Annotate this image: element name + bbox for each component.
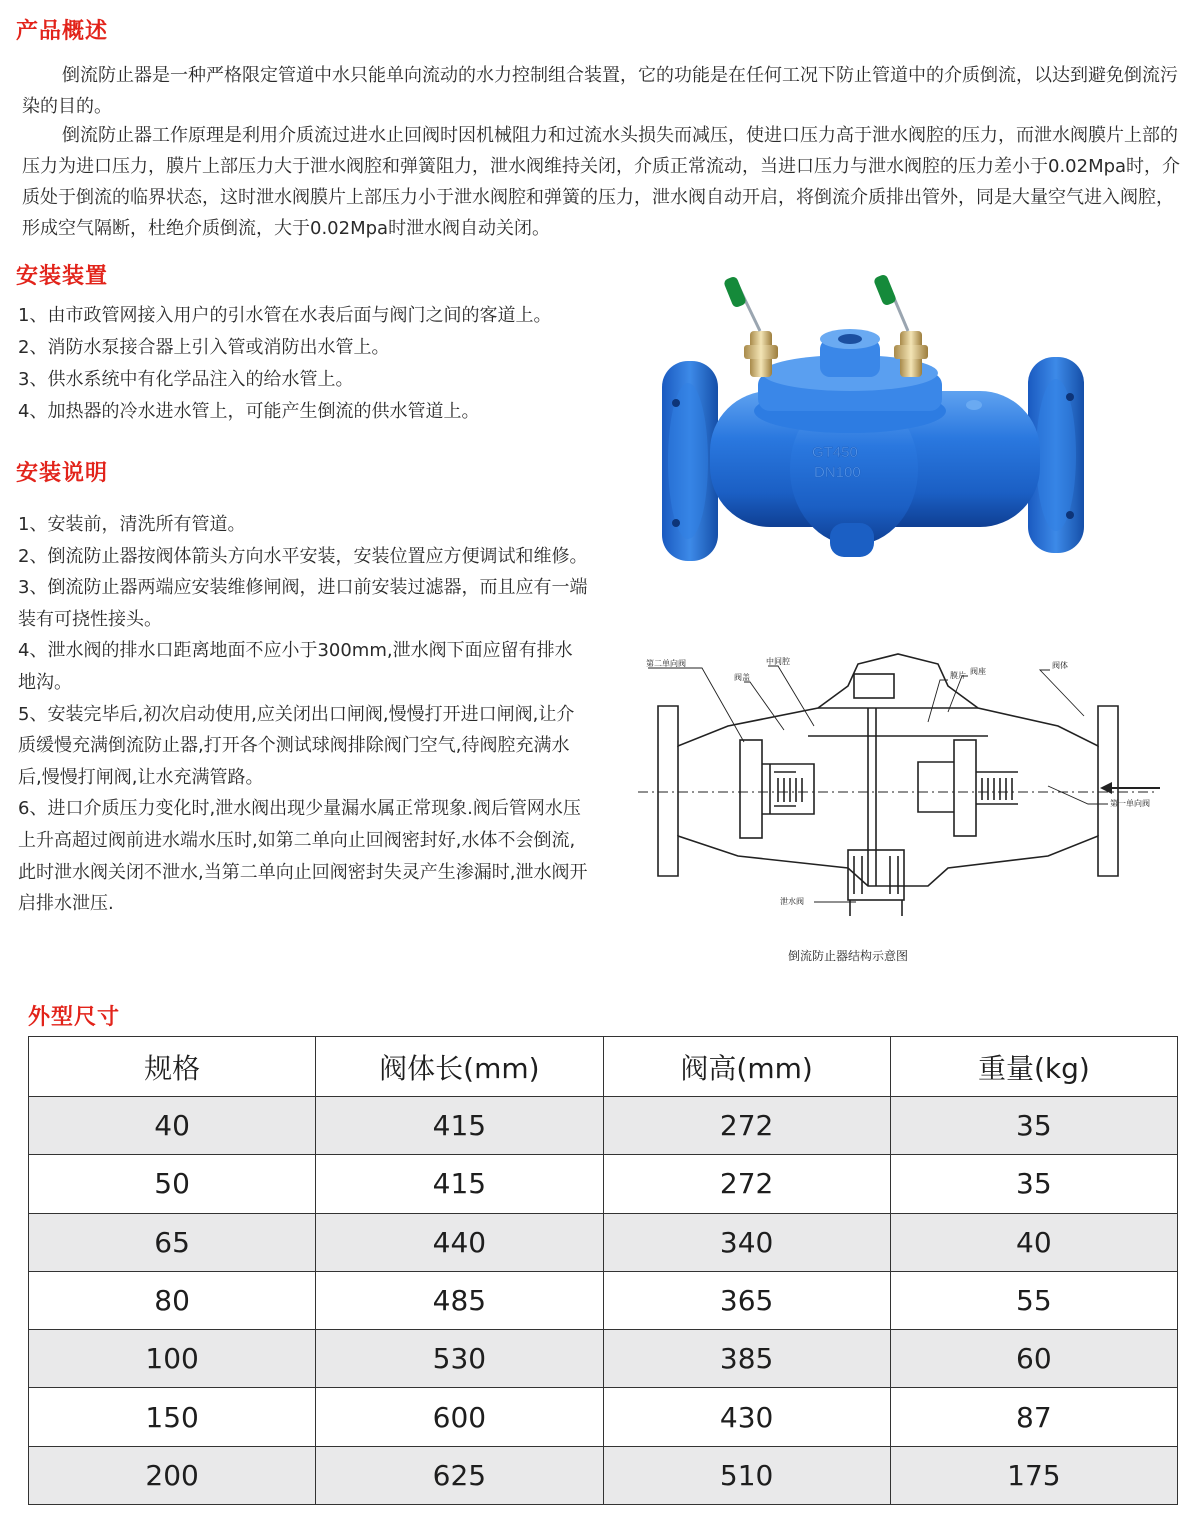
table-cell: 485 — [316, 1271, 603, 1329]
table-cell: 50 — [29, 1155, 316, 1213]
table-row — [29, 1388, 1178, 1446]
column-header: 阀高(mm) — [603, 1037, 890, 1097]
table-cell: 35 — [890, 1155, 1177, 1213]
section-heading-dimensions: 外型尺寸 — [28, 1005, 121, 1030]
column-header: 重量(kg) — [890, 1037, 1177, 1097]
table-cell: 40 — [29, 1097, 316, 1155]
table-row — [29, 1446, 1178, 1504]
install-locations-list — [18, 300, 658, 428]
label-drain-valve: 泄水阀 — [780, 897, 804, 906]
list-item: 5、安装完毕后,初次启动使用,应关闭出口闸阀,慢慢打开进口闸阀,让介质缓慢充满倒流防止器,打开各个测试球阀排除阀门空气,待阀腔充满水后,慢慢打闸阀,让水充满管路。 — [18, 703, 575, 788]
label-first-check-valve: 第一单向阀 — [1110, 799, 1150, 808]
table-row — [29, 1213, 1178, 1271]
product-photo — [654, 273, 1094, 573]
table-cell: 35 — [890, 1097, 1177, 1155]
table-cell: 600 — [316, 1388, 603, 1446]
table-cell: 440 — [316, 1213, 603, 1271]
label-valve-seat: 阀座 — [970, 667, 986, 676]
table-cell: 100 — [29, 1330, 316, 1388]
list-item: 1、安装前，清洗所有管道。 — [18, 514, 246, 535]
label-diaphragm: 膜片 — [950, 671, 966, 680]
table-cell: 65 — [29, 1213, 316, 1271]
dimensions-table — [28, 1036, 1178, 1505]
list-item: 1、由市政管网接入用户的引水管在水表后面与阀门之间的客道上。 — [18, 305, 552, 326]
list-item: 2、消防水泵接合器上引入管或消防出水管上。 — [18, 337, 390, 358]
table-cell: 385 — [603, 1330, 890, 1388]
body-embossed-text-1: GT450 — [812, 444, 858, 461]
table-cell: 625 — [316, 1446, 603, 1504]
list-item: 3、倒流防止器两端应安装维修闸阀，进口前安装过滤器，而且应有一端装有可挠性接头。 — [18, 577, 588, 630]
label-middle-chamber: 中间腔 — [766, 657, 790, 666]
column-header: 规格 — [29, 1037, 316, 1097]
body-embossed-text-2: DN100 — [814, 464, 861, 481]
table-row — [29, 1271, 1178, 1329]
table-cell: 40 — [890, 1213, 1177, 1271]
section-heading-install-notes: 安装说明 — [16, 461, 109, 486]
table-cell: 510 — [603, 1446, 890, 1504]
label-second-check-valve: 第二单向阀 — [646, 659, 686, 668]
table-cell: 272 — [603, 1155, 890, 1213]
label-valve-body: 阀体 — [1052, 661, 1068, 670]
table-cell: 150 — [29, 1388, 316, 1446]
list-item: 3、供水系统中有化学品注入的给水管上。 — [18, 369, 354, 390]
table-cell: 415 — [316, 1155, 603, 1213]
diagram-caption: 倒流防止器结构示意图 — [788, 949, 909, 963]
table-cell: 175 — [890, 1446, 1177, 1504]
table-cell: 340 — [603, 1213, 890, 1271]
section-heading-install-locations: 安装装置 — [16, 264, 109, 289]
table-cell: 87 — [890, 1388, 1177, 1446]
table-cell: 415 — [316, 1097, 603, 1155]
structure-diagram — [618, 646, 1178, 982]
overview-paragraph-1: 倒流防止器是一种严格限定管道中水只能单向流动的水力控制组合装置，它的功能是在任何工况下防止管道中的介质倒流，以达到避免倒流污染的目的。 — [22, 65, 1178, 117]
table-cell: 80 — [29, 1271, 316, 1329]
list-item: 2、倒流防止器按阀体箭头方向水平安装，安装位置应方便调试和维修。 — [18, 545, 588, 567]
table-row — [29, 1330, 1178, 1388]
table-cell: 365 — [603, 1271, 890, 1329]
column-header: 阀体长(mm) — [316, 1037, 603, 1097]
list-item: 4、加热器的冷水进水管上，可能产生倒流的供水管道上。 — [18, 401, 480, 422]
table-row — [29, 1155, 1178, 1213]
label-valve-cover: 阀盖 — [734, 673, 750, 682]
install-notes-list — [18, 509, 588, 920]
section-heading-overview: 产品概述 — [16, 19, 109, 44]
table-cell: 60 — [890, 1330, 1177, 1388]
table-header-row — [29, 1037, 1178, 1097]
table-cell: 55 — [890, 1271, 1177, 1329]
overview-paragraph-2: 倒流防止器工作原理是利用介质流过进水止回阀时因机械阻力和过流水头损失而减压，使进口压力高于泄水阀腔的压力，而泄水阀膜片上部的压力为进口压力，膜片上部压力大于泄水阀腔和弹簧阻力，泄水阀维持关闭，介质正常流动，当进口压力与泄水阀腔的压力差小于0.02Mpa时，介质处于倒流的临界状态，这时泄水阀膜片上部压力小于泄水阀腔和弹簧的压力，泄水阀自动开启，将倒流介质排出管外，同是大量空气进入阀腔，形成空气隔断，杜绝介质倒流，大于0.02Mpa时泄水阀自动关闭。 — [22, 125, 1181, 239]
table-cell: 272 — [603, 1097, 890, 1155]
table-cell: 200 — [29, 1446, 316, 1504]
table-cell: 530 — [316, 1330, 603, 1388]
table-cell: 430 — [603, 1388, 890, 1446]
table-row — [29, 1097, 1178, 1155]
list-item: 6、进口介质压力变化时,泄水阀出现少量漏水属正常现象.阀后管网水压上升高超过阀前进水端水压时,如第二单向止回阀密封好,水体不会倒流,此时泄水阀关闭不泄水,当第二单向止回阀密封失灵产生渗漏时,泄水阀开启排水泄压. — [18, 798, 588, 915]
list-item: 4、泄水阀的排水口距离地面不应小于300mm,泄水阀下面应留有排水地沟。 — [18, 640, 573, 693]
